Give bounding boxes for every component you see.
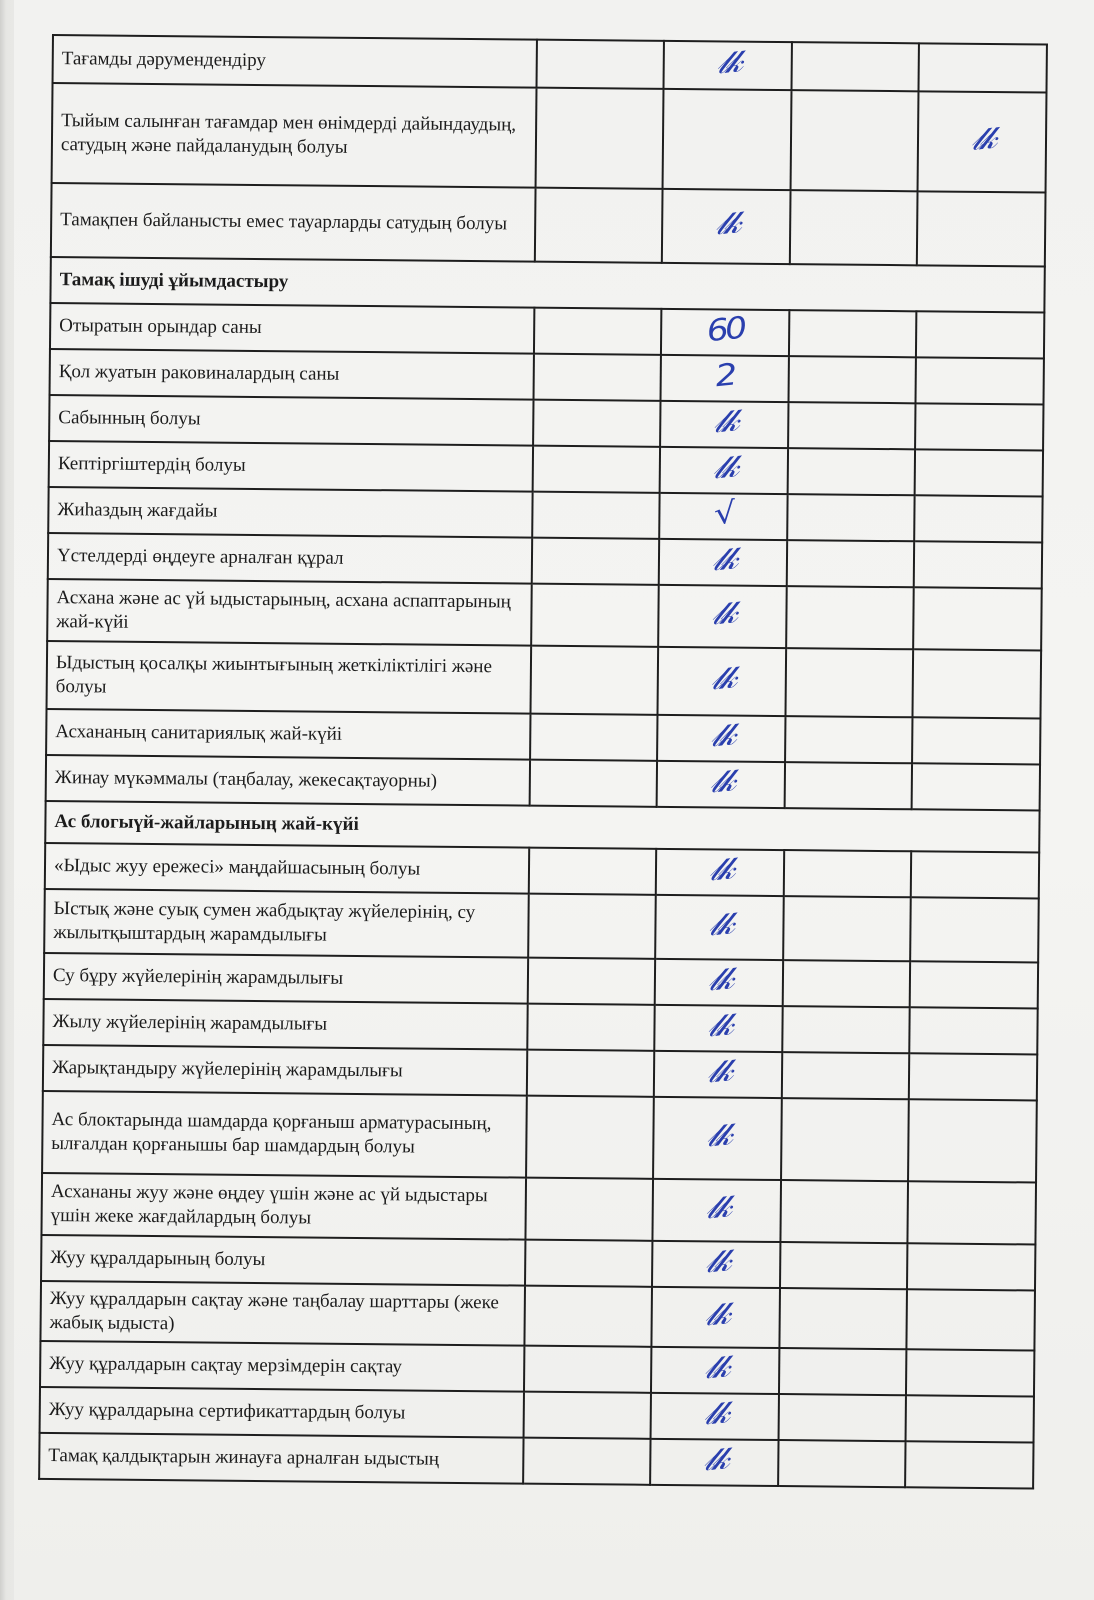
mark-cell [653, 1097, 782, 1180]
handwritten-mark: 𝓁𝓀 [708, 717, 735, 755]
mark-cell [781, 1098, 909, 1181]
row-label: Асхананың санитариялық жай-күйі [46, 709, 530, 760]
mark-cell [523, 1438, 651, 1485]
row-label: Тамақ қалдықтарын жинауға арналған ыдыстың [39, 1433, 523, 1484]
mark-cell [780, 1288, 908, 1349]
handwritten-mark: 𝓁𝓀 [709, 541, 737, 579]
mark-cell [788, 448, 916, 495]
mark-cell [662, 189, 791, 264]
table-row [52, 83, 1047, 193]
row-label: Ас блоктарында шамдарда қорғаныш арматурасының, ылғалдан қорғанышы бар шамдардың болуы [42, 1091, 527, 1178]
mark-cell [910, 1007, 1038, 1054]
mark-cell [915, 449, 1043, 496]
handwritten-mark: √ [712, 495, 735, 533]
mark-cell [658, 585, 787, 648]
handwritten-mark: 𝓁𝓀 [709, 595, 736, 633]
mark-cell [914, 541, 1042, 588]
mark-cell [788, 402, 916, 449]
mark-cell [915, 403, 1043, 450]
mark-cell [778, 1440, 906, 1487]
row-label: Кептіргіштердің болуы [49, 441, 533, 492]
table-row [47, 641, 1042, 719]
mark-cell [914, 495, 1042, 542]
mark-cell [792, 42, 920, 91]
mark-cell [527, 1050, 655, 1097]
mark-cell [782, 1006, 910, 1053]
mark-cell [524, 1346, 652, 1393]
mark-cell [916, 311, 1044, 358]
mark-cell [910, 897, 1038, 962]
row-label: Отыратын орындар саны [50, 303, 534, 354]
mark-cell [528, 958, 656, 1005]
mark-cell [783, 960, 911, 1007]
row-label: Ыдыстың қосалқы жиынтығының жеткіліктілігі және болуы [47, 641, 532, 714]
mark-cell [524, 1286, 652, 1347]
mark-cell [780, 1242, 908, 1289]
mark-cell [526, 1096, 654, 1179]
mark-cell [790, 190, 918, 265]
handwritten-mark: 𝓁𝓀 [706, 906, 733, 944]
mark-cell [525, 1240, 653, 1287]
mark-cell [530, 760, 658, 807]
section-heading: Ас блогыүй-жайларының жай-күйі [45, 801, 1039, 853]
mark-cell [913, 649, 1041, 718]
row-label: Жуу құралдарының болуы [41, 1235, 525, 1286]
handwritten-mark: 2 [713, 357, 736, 395]
mark-cell [535, 88, 663, 189]
handwritten-mark: 𝓁𝓀 [701, 1441, 728, 1479]
mark-cell [783, 896, 911, 961]
mark-cell [653, 1179, 782, 1242]
mark-cell [664, 41, 792, 90]
table-row [42, 1091, 1037, 1183]
mark-cell [657, 761, 785, 808]
handwritten-mark: 𝓁𝓀 [706, 851, 734, 889]
handwritten-mark: 𝓁𝓀 [710, 449, 738, 487]
mark-cell [789, 356, 917, 403]
mark-cell [659, 539, 787, 586]
row-label: Ыстық және суық сумен жабдықтау жүйелерінің, су жылытқыштардың жарамдылығы [44, 889, 529, 958]
section-heading: Тамақ ішуді ұйымдастыру [50, 257, 1044, 313]
handwritten-mark: 𝓁𝓀 [708, 660, 736, 698]
mark-cell [785, 716, 913, 763]
mark-cell [661, 309, 789, 356]
mark-cell [656, 849, 784, 896]
mark-cell [652, 1241, 780, 1288]
document-sheet [14, 0, 1094, 1600]
mark-cell [660, 401, 788, 448]
mark-cell [787, 494, 915, 541]
mark-cell [535, 188, 663, 263]
mark-cell [530, 646, 658, 715]
mark-cell [532, 492, 660, 539]
mark-cell [659, 493, 787, 540]
handwritten-mark: 𝓁𝓀 [711, 403, 738, 441]
row-label: Жарықтандыру жүйелерінің жарамдылығы [43, 1045, 527, 1096]
row-label: Жылу жүйелерінің жарамдылығы [43, 999, 527, 1050]
checklist-table [38, 34, 1048, 1489]
row-label: Сабынның болуы [49, 395, 533, 446]
mark-cell [917, 191, 1045, 266]
mark-cell [657, 715, 785, 762]
mark-cell [786, 648, 914, 717]
mark-cell [919, 43, 1047, 92]
handwritten-mark: 𝓁𝓀 [713, 205, 740, 243]
handwritten-mark: 𝓁𝓀 [701, 1395, 728, 1433]
handwritten-mark: 𝓁𝓀 [705, 961, 733, 999]
row-label: Тағамды дәрумендендіру [53, 35, 537, 88]
handwritten-mark: 𝓁𝓀 [702, 1349, 729, 1387]
mark-cell [909, 1053, 1037, 1100]
mark-cell [529, 848, 657, 895]
row-label: Жуу құралдарына сертификаттардың болуы [40, 1387, 524, 1438]
table-row [51, 183, 1046, 267]
handwritten-mark: 𝓁𝓀 [704, 1117, 731, 1155]
mark-cell [791, 90, 919, 191]
mark-cell [654, 1005, 782, 1052]
mark-cell [782, 1052, 910, 1099]
mark-cell [910, 961, 1038, 1008]
mark-cell [911, 851, 1039, 898]
row-label: Жиһаздың жағдайы [48, 487, 532, 538]
handwritten-mark: 60 [705, 310, 746, 350]
mark-cell [908, 1181, 1036, 1244]
mark-cell [781, 1180, 909, 1243]
mark-cell [784, 850, 912, 897]
mark-cell [530, 714, 658, 761]
mark-cell [532, 538, 660, 585]
mark-cell [534, 308, 662, 355]
table-row [44, 889, 1039, 963]
mark-cell [912, 763, 1040, 810]
row-label: Жинау мүкәммалы (таңбалау, жекесақтауорны) [46, 755, 530, 806]
row-label: Тамақпен байланысты емес тауарларды сатудың болуы [51, 183, 536, 262]
mark-cell [906, 1395, 1034, 1442]
mark-cell [650, 1439, 778, 1486]
mark-cell [785, 762, 913, 809]
mark-cell [907, 1243, 1035, 1290]
mark-cell [651, 1393, 779, 1440]
mark-cell [536, 40, 664, 89]
row-label: Асхана және ас үй ыдыстарының, асхана аспаптарының жай-күйі [47, 579, 531, 646]
row-label: Тыйым салынған тағамдар мен өнімдерді дайындаудың, сатудың және пайдаланудың болуы [52, 83, 537, 188]
mark-cell [779, 1348, 907, 1395]
row-label: Су бұру жүйелерінің жарамдылығы [44, 953, 528, 1004]
mark-cell [660, 447, 788, 494]
row-label: Жуу құралдарын сақтау мерзімдерін сақтау [40, 1341, 524, 1392]
mark-cell [789, 310, 917, 357]
mark-cell [654, 1051, 782, 1098]
mark-cell [531, 584, 659, 647]
handwritten-mark: 𝓁𝓀 [968, 120, 996, 158]
mark-cell [525, 1178, 653, 1241]
mark-cell [905, 1441, 1033, 1488]
table-row [39, 1433, 1033, 1489]
handwritten-mark: 𝓁𝓀 [703, 1189, 730, 1227]
mark-cell [907, 1289, 1035, 1350]
handwritten-mark: 𝓁𝓀 [705, 1007, 732, 1045]
mark-cell [663, 89, 792, 190]
mark-cell [533, 400, 661, 447]
row-label: Асхананы жуу және өңдеу үшін және ас үй ыдыстары үшін жеке жағдайлардың болуы [41, 1173, 525, 1240]
mark-cell [655, 959, 783, 1006]
mark-cell [918, 91, 1047, 192]
mark-cell [523, 1392, 651, 1439]
row-label: Үстелдерді өңдеуге арналған құрал [48, 533, 532, 584]
table-row [47, 579, 1042, 651]
mark-cell [786, 586, 914, 649]
mark-cell [779, 1394, 907, 1441]
handwritten-mark: 𝓁𝓀 [707, 763, 735, 801]
mark-cell [527, 1004, 655, 1051]
mark-cell [906, 1349, 1034, 1396]
handwritten-mark: 𝓁𝓀 [704, 1053, 732, 1091]
mark-cell [655, 895, 784, 960]
mark-cell [916, 357, 1044, 404]
row-label: «Ыдыс жуу ережесі» маңдайшасының болуы [45, 843, 529, 894]
mark-cell [533, 446, 661, 493]
mark-cell [533, 354, 661, 401]
handwritten-mark: 𝓁𝓀 [702, 1296, 729, 1334]
mark-cell [528, 894, 656, 959]
table-row [41, 1173, 1036, 1245]
mark-cell [908, 1099, 1037, 1182]
mark-cell [651, 1347, 779, 1394]
table-row [40, 1281, 1035, 1351]
row-label: Жуу құралдарын сақтау және таңбалау шарттары (жеке жабық ыдыста) [40, 1281, 524, 1346]
mark-cell [912, 717, 1040, 764]
mark-cell [661, 355, 789, 402]
mark-cell [652, 1287, 781, 1348]
handwritten-mark: 𝓁𝓀 [703, 1243, 730, 1281]
mark-cell [913, 587, 1041, 650]
row-label: Қол жуатын раковиналардың саны [50, 349, 534, 400]
handwritten-mark: 𝓁𝓀 [714, 44, 741, 82]
mark-cell [787, 540, 915, 587]
mark-cell [658, 647, 787, 716]
